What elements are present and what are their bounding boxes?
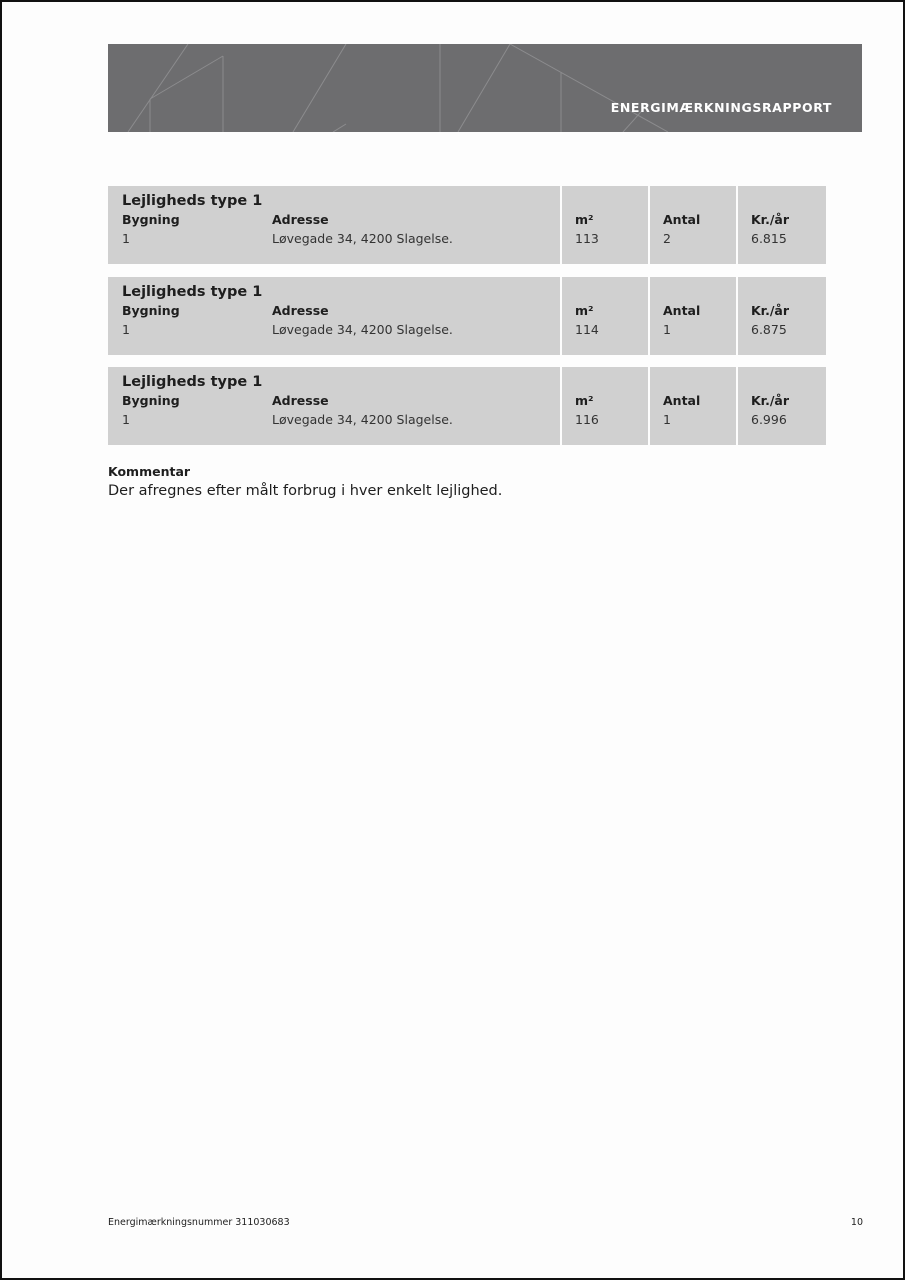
comment-label: Kommentar	[108, 464, 191, 479]
kr-cell	[738, 186, 826, 264]
kr-cell	[738, 277, 826, 355]
adresse-value: Løvegade 34, 4200 Slagelse.	[272, 231, 453, 246]
footer-report-number: Energimærkningsnummer 311030683	[108, 1217, 290, 1228]
adresse-label: Adresse	[272, 212, 329, 227]
unit-title: Lejligheds type 1	[122, 374, 263, 390]
adresse-label: Adresse	[272, 393, 329, 408]
adresse-label: Adresse	[272, 303, 329, 318]
unit-title: Lejligheds type 1	[122, 193, 263, 209]
antal-label: Antal	[663, 303, 701, 318]
kr-label: Kr./år	[751, 393, 789, 408]
antal-cell	[650, 277, 736, 355]
bygning-label: Bygning	[122, 212, 180, 227]
unit-title: Lejligheds type 1	[122, 284, 263, 300]
antal-cell	[650, 367, 736, 445]
bygning-value: 1	[122, 412, 130, 427]
m2-label: m²	[575, 303, 594, 318]
bygning-value: 1	[122, 231, 130, 246]
bygning-label: Bygning	[122, 393, 180, 408]
m2-value: 113	[575, 231, 599, 246]
header-banner	[108, 44, 862, 132]
kr-value: 6.875	[751, 322, 787, 337]
antal-value: 2	[663, 231, 671, 246]
adresse-value: Løvegade 34, 4200 Slagelse.	[272, 322, 453, 337]
kr-label: Kr./år	[751, 303, 789, 318]
unit-main-cell	[108, 367, 560, 445]
m2-value: 114	[575, 322, 599, 337]
bygning-value: 1	[122, 322, 130, 337]
bygning-label: Bygning	[122, 303, 180, 318]
unit-main-cell	[108, 277, 560, 355]
unit-card	[108, 277, 826, 355]
m2-value: 116	[575, 412, 599, 427]
m2-cell	[562, 186, 648, 264]
m2-label: m²	[575, 393, 594, 408]
m2-label: m²	[575, 212, 594, 227]
report-title: ENERGIMÆRKNINGSRAPPORT	[610, 100, 832, 115]
antal-label: Antal	[663, 393, 701, 408]
comment-text: Der afregnes efter målt forbrug i hver enkelt lejlighed.	[108, 483, 503, 499]
unit-card	[108, 367, 826, 445]
antal-value: 1	[663, 322, 671, 337]
kr-cell	[738, 367, 826, 445]
kr-value: 6.996	[751, 412, 787, 427]
banner-decoration	[108, 44, 862, 132]
m2-cell	[562, 367, 648, 445]
antal-value: 1	[663, 412, 671, 427]
m2-cell	[562, 277, 648, 355]
antal-label: Antal	[663, 212, 701, 227]
kr-value: 6.815	[751, 231, 787, 246]
adresse-value: Løvegade 34, 4200 Slagelse.	[272, 412, 453, 427]
unit-card	[108, 186, 826, 264]
antal-cell	[650, 186, 736, 264]
page-number: 10	[850, 1217, 863, 1228]
kr-label: Kr./år	[751, 212, 789, 227]
unit-main-cell	[108, 186, 560, 264]
